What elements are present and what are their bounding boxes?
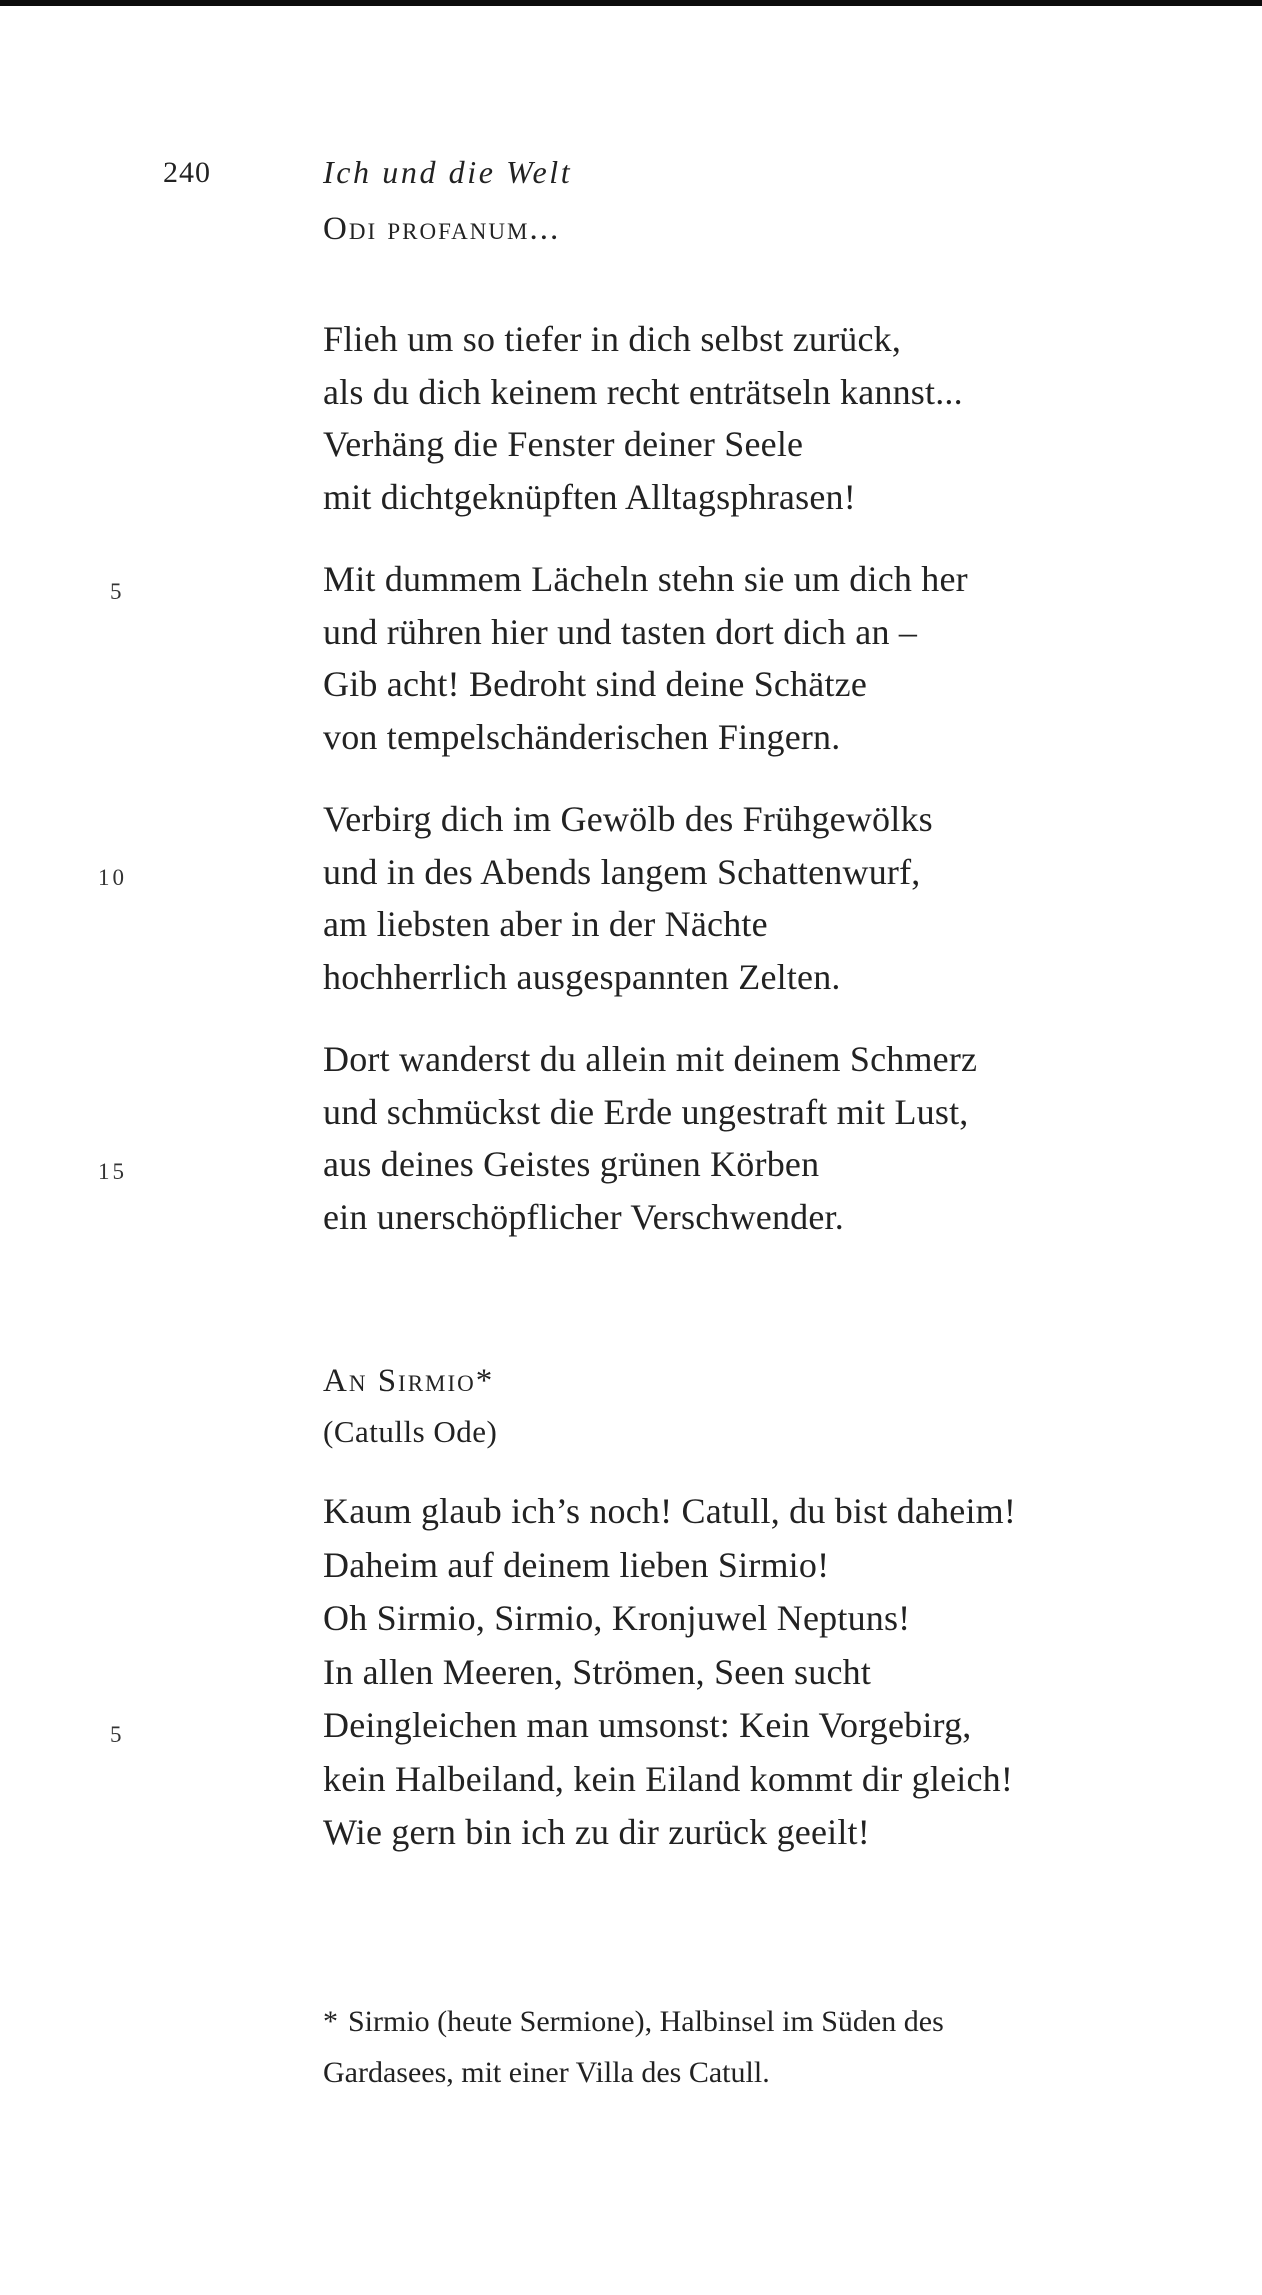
- stanza-2: [323, 553, 968, 763]
- scan-edge-bar: [0, 0, 1262, 6]
- running-head: Ich und die Welt: [323, 154, 573, 190]
- verse-line: als du dich keinem recht enträtseln kannst...: [323, 371, 963, 412]
- stanza-sirmio: [323, 1485, 1016, 1860]
- verse-line: Dort wanderst du allein mit deinem Schmerz: [323, 1039, 978, 1079]
- verse-line: Wie gern bin ich zu dir zurück geeilt!: [323, 1812, 870, 1852]
- verse-line: Mit dummem Lächeln stehn sie um dich her: [323, 559, 968, 599]
- line-number: 15: [98, 1159, 127, 1184]
- page-number: 240: [163, 156, 211, 189]
- verse-line: Flieh um so tiefer in dich selbst zurück,: [323, 319, 902, 359]
- verse-line: und rühren hier und tasten dort dich an –: [323, 611, 918, 652]
- verse-line: Verhäng die Fenster deiner Seele: [323, 424, 804, 464]
- verse-line: mit dichtgeknüpften Alltagsphrasen!: [323, 476, 856, 517]
- line-number: 5: [110, 1722, 122, 1747]
- line-number: 5: [110, 579, 122, 604]
- footnote: [323, 1996, 1143, 2098]
- verse-line: und in des Abends langem Schattenwurf,: [323, 851, 921, 892]
- stanza-1: [323, 313, 963, 523]
- poem-title-odi-profanum: Odi profanum...: [323, 211, 561, 247]
- footnote-line: [323, 1996, 1143, 2047]
- stanza-3: [323, 793, 933, 1003]
- verse-line: Verbirg dich im Gewölb des Frühgewölks: [323, 799, 933, 839]
- verse-line: aus deines Geistes grünen Körben: [323, 1144, 820, 1184]
- verse-line: Oh Sirmio, Sirmio, Kronjuwel Neptuns!: [323, 1598, 911, 1638]
- verse-line: hochherrlich ausgespannten Zelten.: [323, 956, 841, 997]
- verse-line: Gib acht! Bedroht sind deine Schätze: [323, 664, 868, 704]
- poem-subtitle: (Catulls Ode): [323, 1414, 498, 1449]
- stanza-4: [323, 1033, 977, 1243]
- footnote-line: Gardasees, mit einer Villa des Catull.: [323, 2056, 770, 2089]
- verse-line: am liebsten aber in der Nächte: [323, 904, 768, 944]
- verse-line: und schmückst die Erde ungestraft mit Lust,: [323, 1091, 969, 1132]
- verse-line: Daheim auf deinem lieben Sirmio!: [323, 1544, 830, 1585]
- footnote-asterisk-icon: *: [323, 2005, 338, 2038]
- verse-line: In allen Meeren, Strömen, Seen sucht: [323, 1651, 872, 1692]
- verse-line: ein unerschöpflicher Verschwender.: [323, 1196, 844, 1237]
- verse-line: kein Halbeiland, kein Eiland kommt dir gleich!: [323, 1758, 1014, 1799]
- verse-line: Deingleichen man umsonst: Kein Vorgebirg,: [323, 1705, 972, 1745]
- footnote-text: Sirmio (heute Sermione), Halbinsel im Süden des: [348, 2005, 944, 2038]
- verse-line: von tempelschänderischen Fingern.: [323, 716, 841, 757]
- verse-line: Kaum glaub ich’s noch! Catull, du bist daheim!: [323, 1491, 1017, 1531]
- line-number: 10: [98, 865, 127, 890]
- poem-title-an-sirmio: An Sirmio*: [323, 1363, 495, 1399]
